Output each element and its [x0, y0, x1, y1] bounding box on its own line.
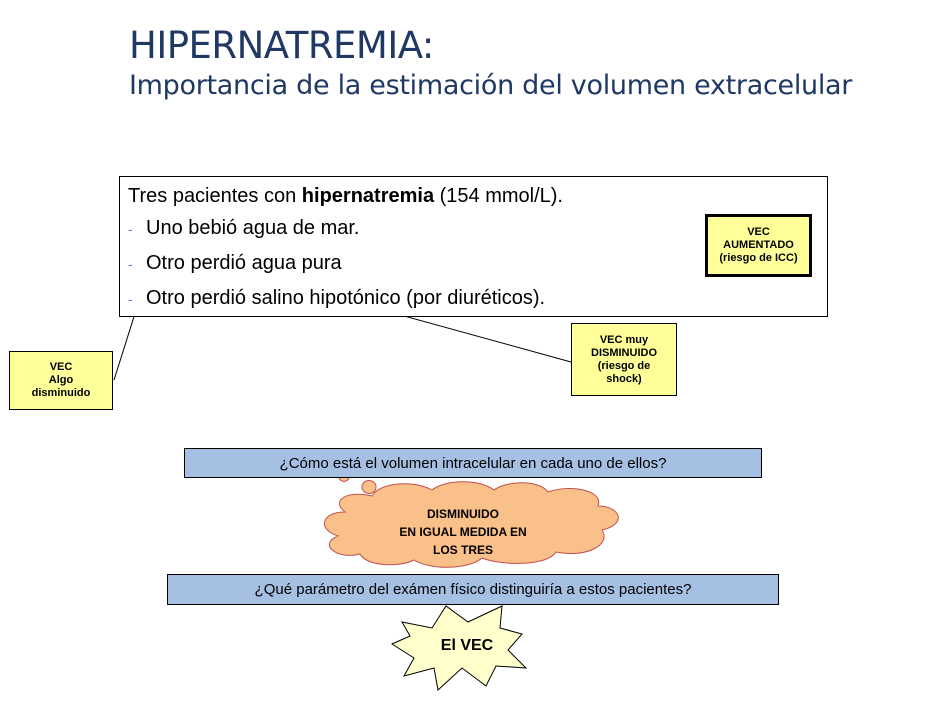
- case-item-label: Uno bebió agua de mar.: [146, 217, 360, 239]
- note-line: VEC muy: [599, 333, 649, 346]
- note-line: Algo: [48, 374, 74, 386]
- case-intro-pre: Tres pacientes con: [128, 185, 302, 207]
- note-line: AUMENTADO: [723, 239, 794, 251]
- cloud-line: DISMINUIDO: [427, 507, 499, 521]
- slide-title: [129, 24, 939, 104]
- cloud-answer: [360, 505, 566, 559]
- bullet-dash: -: [128, 221, 133, 237]
- question-physical-exam: ¿Qué parámetro del exámen físico distinguiría a estos pacientes?: [167, 574, 779, 605]
- case-intro-post: (154 mmol/L).: [434, 185, 563, 207]
- note-line: VEC: [49, 361, 73, 373]
- title-main: HIPERNATREMIA:: [129, 24, 434, 67]
- note-line: VEC: [747, 226, 770, 238]
- note-line: shock): [606, 372, 642, 385]
- bullet-dash: -: [128, 291, 133, 307]
- note-vec-muy-disminuido: [571, 323, 677, 396]
- thought-dot-large: [362, 481, 376, 494]
- cloud-line: EN IGUAL MEDIDA EN: [399, 525, 527, 539]
- cloud-line: LOS TRES: [432, 543, 493, 557]
- case-intro-bold: hipernatremia: [301, 185, 435, 207]
- bullet-dash: -: [128, 256, 133, 272]
- case-intro: [128, 183, 827, 209]
- answer-label: El VEC: [440, 637, 494, 654]
- note-line: disminuido: [31, 387, 91, 399]
- case-item: [128, 281, 827, 316]
- question-intracellular: ¿Cómo está el volumen intracelular en cada uno de ellos?: [184, 448, 762, 478]
- note-vec-algo-disminuido: [9, 351, 113, 410]
- title-subtitle: Importancia de la estimación del volumen extracelular: [129, 70, 853, 101]
- note-line: DISMINUIDO: [591, 346, 657, 359]
- case-item-label: Otro perdió agua pura: [146, 252, 342, 274]
- note-line: (riesgo de ICC): [719, 252, 798, 264]
- note-line: (riesgo de: [597, 359, 651, 372]
- case-item-label: Otro perdió salino hipotónico (por diuréticos).: [146, 287, 546, 309]
- note-vec-aumentado: [705, 214, 812, 277]
